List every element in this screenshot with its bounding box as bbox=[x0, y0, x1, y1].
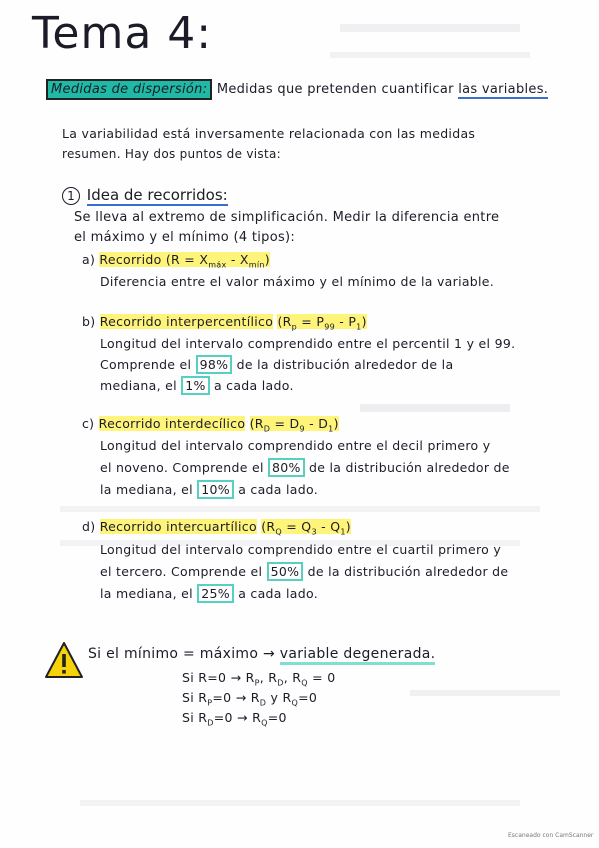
item-b-pct: 98% bbox=[196, 355, 233, 374]
item-d-line-2: el tercero. Comprende el 50% de la distribución alrededor de bbox=[100, 564, 509, 579]
paragraph-line-1: La variabilidad está inversamente relacionada con las medidas bbox=[62, 126, 476, 141]
dispersion-label: Medidas de dispersión: bbox=[46, 79, 212, 100]
item-b-line-1: Longitud del intervalo comprendido entre el percentil 1 y el 99. bbox=[100, 336, 516, 351]
intro-text-end: las variables. bbox=[458, 82, 549, 97]
item-b-line-3: mediana, el 1% a cada lado. bbox=[100, 378, 294, 393]
section-heading bbox=[62, 186, 228, 205]
item-c-line-1: Longitud del intervalo comprendido entre el decil primero y bbox=[100, 438, 491, 453]
section-line-1: Se lleva al extremo de simplificación. Medir la diferencia entre bbox=[74, 210, 500, 225]
item-b-heading: b) Recorrido interpercentílico $(R_p = P_{99} - P_1)$ bbox=[82, 314, 367, 332]
scanner-watermark: Escaneado con CamScanner bbox=[508, 832, 594, 839]
item-b-pct2: 1% bbox=[181, 376, 209, 395]
item-d-label: Recorrido intercuartílico bbox=[99, 519, 257, 534]
item-b-formula: $(R_p = P_{99} - P_1)$ bbox=[277, 314, 367, 332]
section-title: Idea de recorridos: bbox=[86, 186, 228, 204]
item-d-pct: 50% bbox=[267, 562, 304, 581]
item-c-heading: c) Recorrido interdecílico $(R_D = D_9 - D_1)$ bbox=[82, 416, 339, 434]
item-a-heading: a) Recorrido $(R = X_{máx} - X_{mín})$ bbox=[82, 252, 270, 270]
item-b-line-2: Comprende el 98% de la distribución alrededor de la bbox=[100, 357, 454, 372]
item-d-pct2: 25% bbox=[197, 584, 234, 603]
item-a-line-1: Diferencia entre el valor máximo y el mínimo de la variable. bbox=[100, 274, 495, 289]
item-b-label: Recorrido interpercentílico bbox=[99, 314, 274, 329]
warning-line-2: Si $R=0 \to R_P$, $R_D$, $R_Q = 0$ bbox=[182, 670, 336, 688]
degenerate-variable: variable degenerada. bbox=[280, 646, 436, 665]
item-c-formula: $(R_D = D_9 - D_1)$ bbox=[249, 416, 339, 434]
intro-text: Medidas que pretenden cuantificar bbox=[216, 82, 454, 97]
warning-line-1: Si el mínimo = máximo → variable degenerada. bbox=[88, 646, 435, 662]
item-d-line-3: la mediana, el 25% a cada lado. bbox=[100, 586, 318, 601]
intro-line bbox=[46, 82, 548, 97]
item-c-label: Recorrido interdecílico bbox=[98, 416, 246, 431]
item-c-line-3: la mediana, el 10% a cada lado. bbox=[100, 482, 318, 497]
item-c-pct2: 10% bbox=[197, 480, 234, 499]
paragraph-line-2: resumen. Hay dos puntos de vista: bbox=[62, 147, 281, 161]
section-line-2: el máximo y el mínimo (4 tipos): bbox=[74, 230, 296, 245]
warning-line-4: Si $R_D=0 \to R_Q=0$ bbox=[182, 710, 287, 728]
item-d-line-1: Longitud del intervalo comprendido entre el cuartil primero y bbox=[100, 542, 502, 557]
item-c-pct: 80% bbox=[268, 458, 305, 477]
warning-icon bbox=[44, 640, 84, 680]
item-d-heading: d) Recorrido intercuartílico $(R_Q = Q_3 - Q_1)$ bbox=[82, 519, 351, 537]
item-d-formula: $(R_Q = Q_3 - Q_1)$ bbox=[261, 519, 351, 537]
warning-line-3: Si $R_P=0 \to R_D$ y $R_Q=0$ bbox=[182, 690, 318, 708]
item-a-label: Recorrido $(R = X_{máx} - X_{mín})$ bbox=[99, 252, 270, 270]
page-title: Tema 4: bbox=[32, 8, 213, 59]
section-number: 1 bbox=[62, 187, 80, 205]
item-c-line-2: el noveno. Comprende el 80% de la distribución alrededor de bbox=[100, 460, 510, 475]
